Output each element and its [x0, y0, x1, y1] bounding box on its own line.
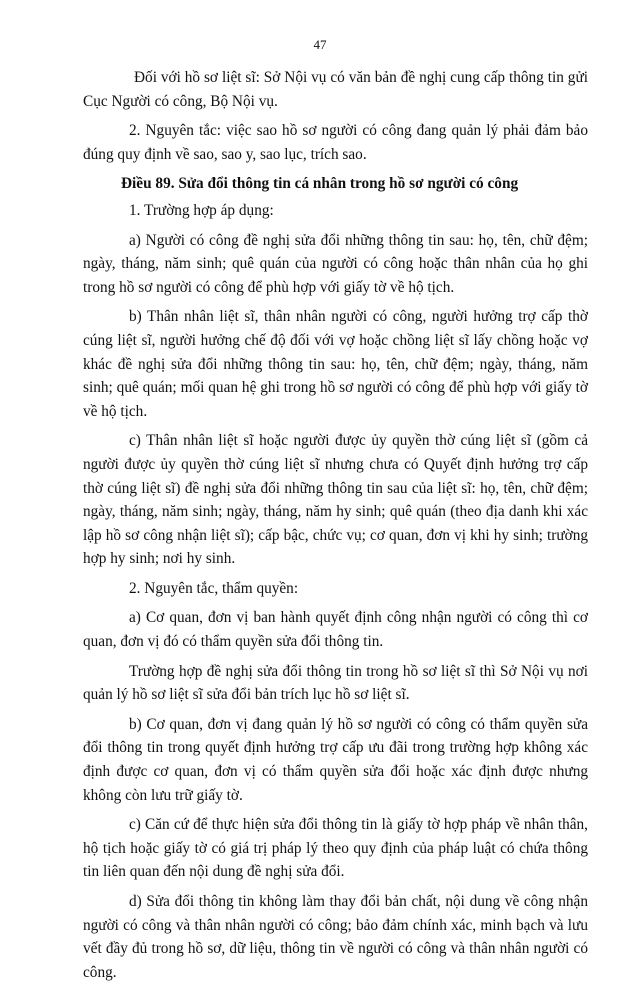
document-body: [83, 66, 588, 990]
paragraph: c) Thân nhân liệt sĩ hoặc người được ủy quyền thờ cúng liệt sĩ (gồm cả người được ủy quyền thờ cúng liệt sĩ nhưng chưa có Quyết định hưởng trợ cấp thờ cúng liệt sĩ) đề nghị sửa đổi những thông tin sau của liệt sĩ: họ, tên, chữ đệm; ngày, tháng, năm sinh; ngày, tháng, năm hy sinh; quê quán (theo địa danh khi xác lập hồ sơ công nhận liệt sĩ); cấp bậc, chức vụ; cơ quan, đơn vị khi hy sinh; trường hợp hy sinh; nơi hy sinh.: [83, 432, 588, 568]
paragraph: Đối với hồ sơ liệt sĩ: Sở Nội vụ có văn bản đề nghị cung cấp thông tin gửi Cục Người có công, Bộ Nội vụ.: [83, 69, 588, 110]
article-heading: Điều 89. Sửa đổi thông tin cá nhân trong hồ sơ người có công: [121, 175, 519, 193]
paragraph: 2. Nguyên tắc: việc sao hồ sơ người có công đang quản lý phải đảm bảo đúng quy định về sao, sao y, sao lục, trích sao.: [83, 122, 588, 163]
paragraph: d) Sửa đổi thông tin không làm thay đổi bản chất, nội dung về công nhận người có công và thân nhân người có công; bảo đảm chính xác, minh bạch và lưu vết đầy đủ trong hồ sơ, dữ liệu, thông tin về người có công và thân nhân người có công.: [83, 893, 588, 981]
page-number: 47: [313, 37, 327, 52]
paragraph: b) Thân nhân liệt sĩ, thân nhân người có công, người hưởng trợ cấp thờ cúng liệt sĩ, người hưởng chế độ đối với vợ hoặc chồng liệt sĩ lấy chồng hoặc vợ khác đề nghị sửa đổi những thông tin sau: họ, tên, chữ đệm; ngày, tháng, năm sinh; quê quán; mối quan hệ ghi trong hồ sơ người có công để phù hợp với giấy tờ về hộ tịch.: [83, 308, 588, 420]
paragraph: 1. Trường hợp áp dụng:: [129, 201, 274, 219]
paragraph: c) Căn cứ để thực hiện sửa đổi thông tin là giấy tờ hợp pháp về nhân thân, hộ tịch hoặc giấy tờ có giá trị pháp lý theo quy định của pháp luật có chứa thông tin liên quan đến nội dung đề nghị sửa đổi.: [83, 816, 588, 881]
paragraph: b) Cơ quan, đơn vị đang quản lý hồ sơ người có công có thẩm quyền sửa đổi thông tin trong quyết định hưởng trợ cấp ưu đãi trong trường hợp không xác định được cơ quan, đơn vị có thẩm quyền sửa đổi hoặc xác định được nhưng không còn lưu trữ giấy tờ.: [83, 715, 588, 804]
paragraph: a) Cơ quan, đơn vị ban hành quyết định công nhận người có công thì cơ quan, đơn vị đó có thẩm quyền sửa đổi thông tin.: [83, 609, 588, 651]
paragraph: Trường hợp đề nghị sửa đổi thông tin trong hồ sơ liệt sĩ thì Sở Nội vụ nơi quản lý hồ sơ liệt sĩ sửa đổi bản trích lục hồ sơ liệt sĩ.: [83, 662, 588, 704]
paragraph: a) Người có công đề nghị sửa đổi những thông tin sau: họ, tên, chữ đệm; ngày, tháng, năm sinh; quê quán của người có công hoặc thân nhân của họ ghi trong hồ sơ người có công để phù hợp với giấy tờ về hộ tịch.: [83, 231, 588, 296]
paragraph: 2. Nguyên tắc, thẩm quyền:: [129, 579, 299, 597]
